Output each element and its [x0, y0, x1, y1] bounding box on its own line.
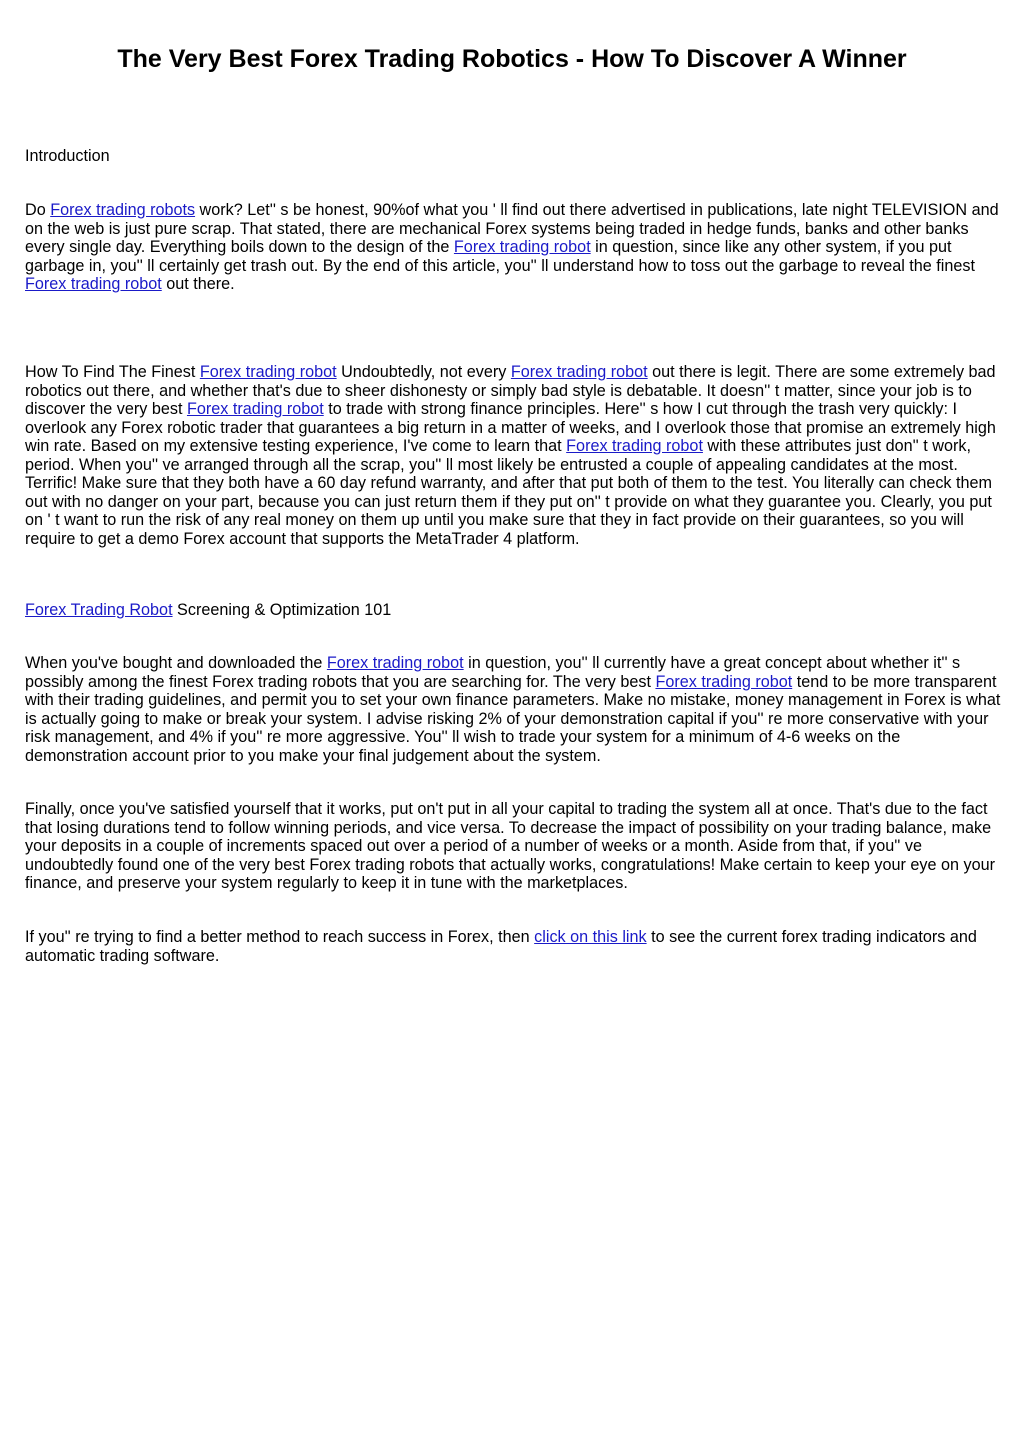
- forex-robots-link[interactable]: Forex trading robots: [50, 201, 196, 219]
- paragraph-text: in question, since like any other system, if you put garbage in, you'' ll certainly get trash out. By the end of this article, you'' ll understand how to toss out the garbage to reveal the finest: [25, 238, 975, 275]
- paragraph-text: in question, you'' ll currently have a great concept about whether it'' s possibly among the finest Forex trading robots that you are searching for. The very best: [25, 654, 961, 691]
- forex-trading-robot-link[interactable]: Forex Trading Robot: [25, 601, 173, 619]
- forex-robot-link[interactable]: Forex trading robot: [25, 275, 162, 293]
- paragraph-find-finest: [25, 363, 1001, 548]
- forex-robot-link[interactable]: Forex trading robot: [655, 672, 793, 691]
- paragraph-text: to trade with strong finance principles. Here'' s how I cut through the trash very quickly: I overlook any Forex robotic trader that guarantees a big return in a matter of weeks, and I overlook those that promise an extremely high win rate. Based on my extensive testing experience, I've come to learn that: [25, 400, 996, 455]
- paragraph-intro: [25, 201, 1001, 294]
- page-title: The Very Best Forex Trading Robotics - How To Discover A Winner: [117, 45, 907, 73]
- forex-robot-link[interactable]: Forex trading robot: [510, 363, 648, 381]
- intro-heading: Introduction: [25, 147, 110, 165]
- forex-robot-link[interactable]: Forex trading robot: [453, 238, 591, 256]
- paragraph-text: out there.: [161, 275, 235, 293]
- paragraph-text: out there is legit. There are some extremely bad robotics out there, and whether that's due to sheer dishonesty or simply bad style is debatable. It doesn'' t matter, since your job is to discover the very best: [25, 363, 996, 418]
- click-here-link[interactable]: click on this link: [534, 928, 647, 946]
- forex-robot-link[interactable]: Forex trading robot: [566, 437, 703, 455]
- forex-robot-link[interactable]: Forex trading robot: [199, 363, 337, 381]
- forex-robot-link[interactable]: Forex trading robot: [326, 654, 464, 672]
- paragraph-text: Do: [25, 201, 51, 219]
- paragraph-text: with these attributes just don'' t work, period. When you'' ve arranged through all the scrap, you'' ll most likely be entrusted a couple of appealing candidates at the most. Terrific! Make sure that they both have a 60 day refund warranty, and after that put both of them to the test. You literally can check them out with no danger on your part, because you can just return them if they put on'' t provide on what they guarantee you. Clearly, you put on ' t want to run the risk of any real money on them up until you make sure that they in fact provide on their guarantees, so you will require to get a demo Forex account that supports the MetaTrader 4 platform.: [25, 437, 992, 548]
- heading-text: Screening & Optimization 101: [172, 601, 392, 619]
- paragraph-finally: Finally, once you've satisfied yourself that it works, put on't put in all your capital to trading the system all at once. That's due to the fact that losing durations tend to follow winning periods, and vice versa. To decrease the impact of possibility on your trading balance, make your deposits in a couple of increments spaced out over a period of a number of weeks or a month. Aside from that, if you'' ve undoubtedly found one of the very best Forex trading robots that actually works, congratulations! Make certain to keep your eye on your finance, and preserve your system regularly to keep it in tune with the marketplaces.: [25, 800, 996, 892]
- paragraph-screening: [25, 654, 1001, 765]
- paragraph-conclusion: [25, 928, 1001, 965]
- paragraph-text: Undoubtedly, not every: [336, 363, 511, 381]
- paragraph-text: to see the current forex trading indicators and automatic trading software.: [25, 928, 977, 965]
- paragraph-text: How To Find The Finest: [25, 363, 200, 381]
- paragraph-text: work? Let'' s be honest, 90%of what you ' ll find out there advertised in publications, late night TELEVISION and on the web is just pure scrap. That stated, there are mechanical Forex systems being traded in hedge funds, banks and other banks every single day. Everything boils down to the design of the: [25, 201, 999, 256]
- forex-robot-link[interactable]: Forex trading robot: [186, 400, 324, 418]
- paragraph-text: tend to be more transparent with their trading guidelines, and permit you to set your own finance parameters. Make no mistake, money management in Forex is what is actually going to make or break your system. I advise risking 2% of your demonstration capital if you'' re more conservative with your risk management, and 4% if you'' re more aggressive. You'' ll wish to trade your system for a minimum of 4-6 weeks on the demonstration account prior to you make your final judgement about the system.: [25, 672, 1001, 765]
- paragraph-text: When you've bought and downloaded the: [25, 654, 327, 672]
- paragraph-text: If you'' re trying to find a better method to reach success in Forex, then: [25, 928, 535, 946]
- section-heading-screening: [25, 601, 1001, 620]
